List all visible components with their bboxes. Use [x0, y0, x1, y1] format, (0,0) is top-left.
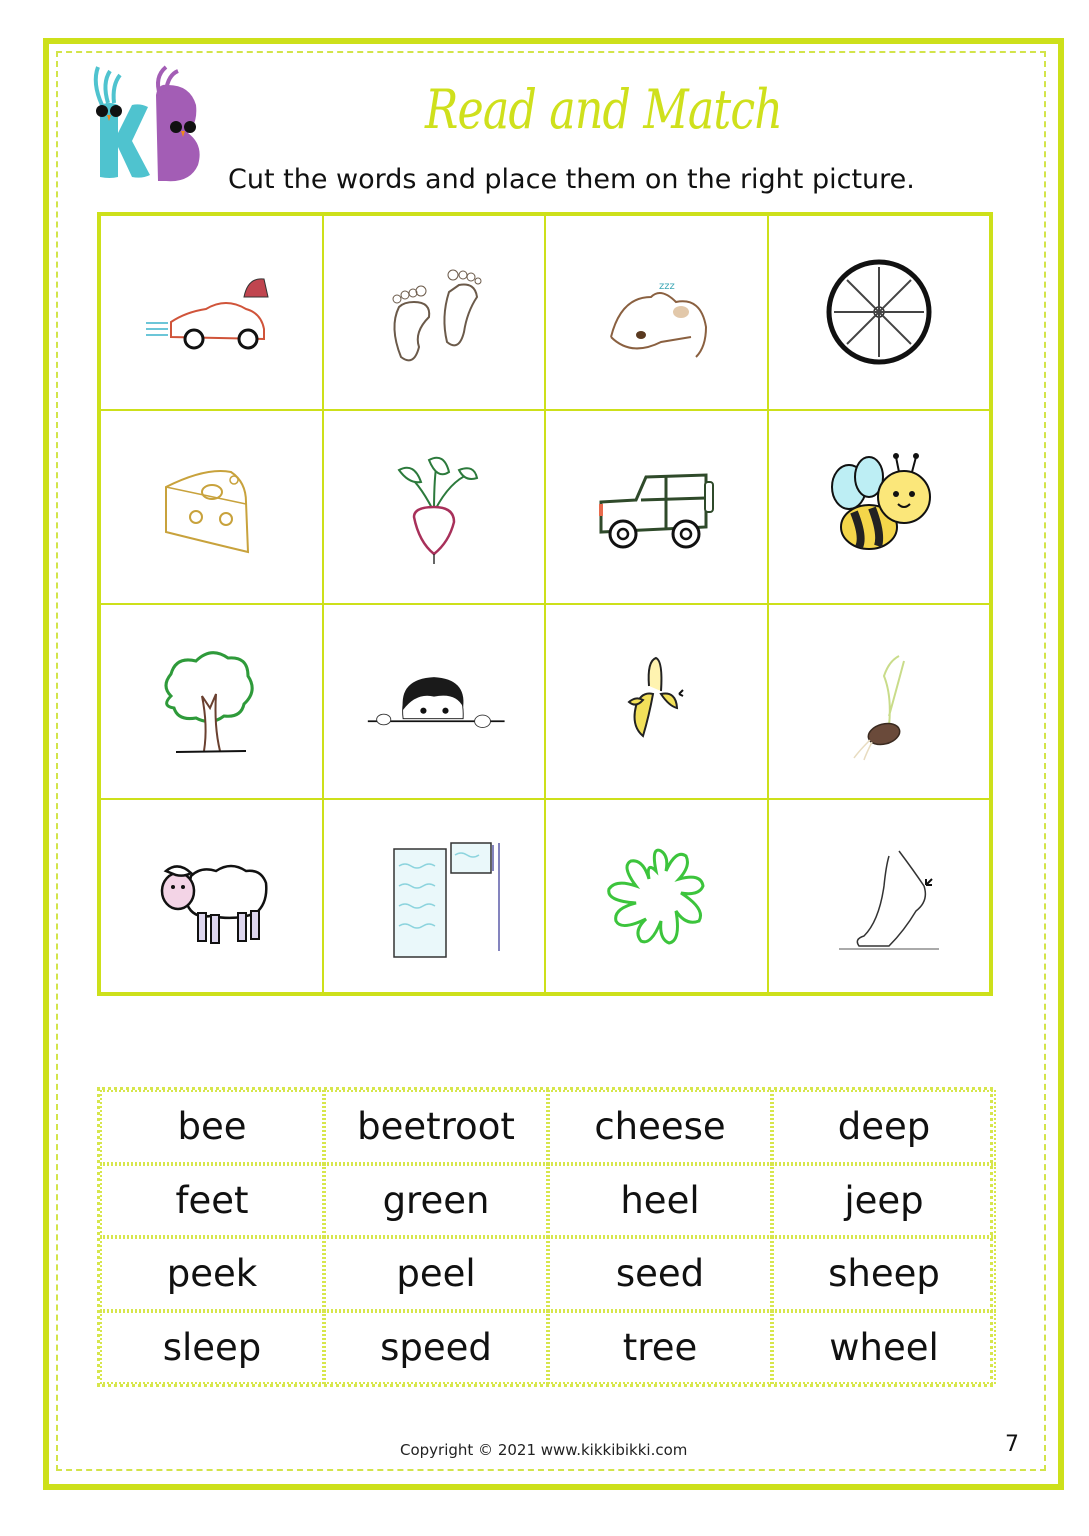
page-title: Read and Match	[425, 78, 783, 141]
word-card[interactable]: sheep	[772, 1237, 996, 1311]
picture-cell-sleep[interactable]	[545, 215, 768, 410]
picture-cell-tree[interactable]	[100, 604, 323, 799]
page-number: 7	[1005, 1432, 1019, 1457]
word-card[interactable]: deep	[772, 1090, 996, 1164]
word-card[interactable]: tree	[548, 1311, 772, 1385]
wheel-icon	[804, 247, 954, 377]
picture-cell-sheep[interactable]	[100, 799, 323, 994]
instruction-text: Cut the words and place them on the right picture.	[228, 164, 915, 195]
word-card[interactable]: jeep	[772, 1164, 996, 1238]
word-card[interactable]: green	[324, 1164, 548, 1238]
picture-cell-heel[interactable]	[768, 799, 991, 994]
word-card[interactable]: sleep	[100, 1311, 324, 1385]
tree-icon	[136, 636, 286, 766]
deep-water-icon	[359, 831, 509, 961]
picture-cell-cheese[interactable]	[100, 410, 323, 605]
svg-text:zzz: zzz	[659, 281, 675, 293]
picture-cell-peek[interactable]	[323, 604, 546, 799]
sprouting-seed-icon	[804, 636, 954, 766]
picture-cell-feet[interactable]	[323, 215, 546, 410]
heel-foot-icon	[804, 831, 954, 961]
word-card[interactable]: speed	[324, 1311, 548, 1385]
word-card[interactable]: wheel	[772, 1311, 996, 1385]
picture-cell-peel[interactable]	[545, 604, 768, 799]
jeep-icon	[581, 442, 731, 572]
beetroot-icon	[359, 442, 509, 572]
word-card[interactable]: peek	[100, 1237, 324, 1311]
picture-cell-deep[interactable]	[323, 799, 546, 994]
picture-cell-speed[interactable]	[100, 215, 323, 410]
picture-cell-wheel[interactable]	[768, 215, 991, 410]
picture-cell-jeep[interactable]	[545, 410, 768, 605]
picture-cell-green[interactable]	[545, 799, 768, 994]
word-card[interactable]: bee	[100, 1090, 324, 1164]
bee-icon	[804, 442, 954, 572]
word-card[interactable]: cheese	[548, 1090, 772, 1164]
word-cards-grid	[97, 1087, 993, 1387]
picture-cell-bee[interactable]	[768, 410, 991, 605]
word-card[interactable]: peel	[324, 1237, 548, 1311]
sheep-icon	[136, 831, 286, 961]
cheese-icon	[136, 442, 286, 572]
picture-cell-beetroot[interactable]	[323, 410, 546, 605]
word-card[interactable]: heel	[548, 1164, 772, 1238]
speeding-car-icon	[136, 247, 286, 377]
picture-grid	[97, 212, 993, 996]
green-splash-icon	[581, 831, 731, 961]
sleeping-dog-icon	[581, 247, 731, 377]
copyright-footer: Copyright © 2021 www.kikkibikki.com	[400, 1441, 688, 1459]
peeled-banana-icon	[581, 636, 731, 766]
footprints-icon	[359, 247, 509, 377]
kikkibikki-logo	[80, 65, 220, 185]
word-card[interactable]: seed	[548, 1237, 772, 1311]
word-card[interactable]: feet	[100, 1164, 324, 1238]
word-card[interactable]: beetroot	[324, 1090, 548, 1164]
picture-cell-seed[interactable]	[768, 604, 991, 799]
peeking-boy-icon	[359, 636, 509, 766]
